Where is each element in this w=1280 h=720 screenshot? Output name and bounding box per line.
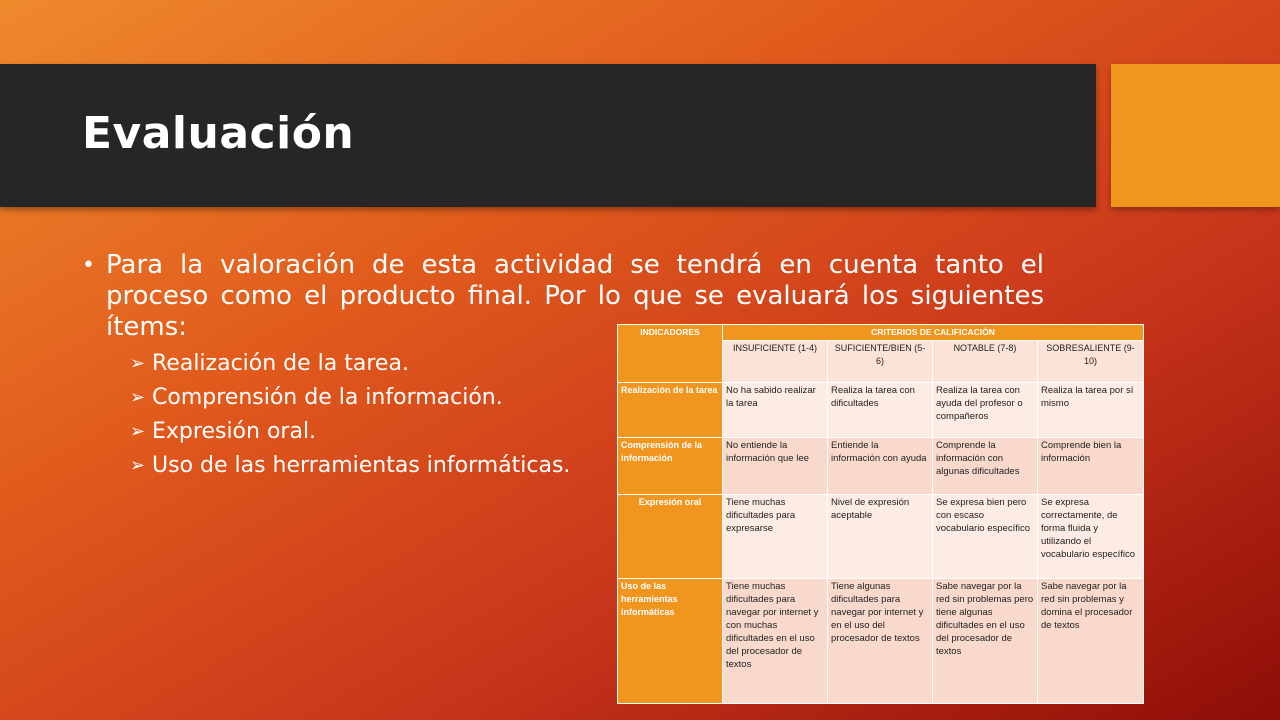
list-item-text: Realización de la tarea. bbox=[152, 351, 409, 376]
header-criteria: CRITERIOS DE CALIFICACIÓN bbox=[723, 325, 1144, 341]
table-cell: Se expresa bien pero con escaso vocabulario específico bbox=[933, 495, 1038, 579]
indicator-cell: Realización de la tarea bbox=[618, 383, 723, 438]
indicator-cell: Comprensión de la información bbox=[618, 438, 723, 495]
table-cell: Tiene algunas dificultades para navegar por internet y en el uso del procesador de textos bbox=[828, 579, 933, 704]
level-header: INSUFICIENTE (1-4) bbox=[723, 341, 828, 383]
slide-title: Evaluación bbox=[82, 108, 355, 159]
header-indicators: INDICADORES bbox=[618, 325, 723, 383]
table-cell: Comprende bien la información bbox=[1038, 438, 1144, 495]
table-cell: Nivel de expresión aceptable bbox=[828, 495, 933, 579]
table-cell: Sabe navegar por la red sin problemas pero tiene algunas dificultades en el uso del procesador de textos bbox=[933, 579, 1038, 704]
table-cell: No ha sabido realizar la tarea bbox=[723, 383, 828, 438]
list-item-text: Uso de las herramientas informáticas. bbox=[152, 453, 571, 478]
table-cell: No entiende la información que lee bbox=[723, 438, 828, 495]
indicator-cell: Uso de las herramientas informáticas bbox=[618, 579, 723, 704]
indicator-cell: Expresión oral bbox=[618, 495, 723, 579]
list-item-text: Comprensión de la información. bbox=[152, 385, 503, 410]
table-cell: Realiza la tarea por sí mismo bbox=[1038, 383, 1144, 438]
table-row bbox=[618, 383, 1144, 438]
level-header: NOTABLE (7-8) bbox=[933, 341, 1038, 383]
table-cell: Tiene muchas dificultades para navegar por internet y con muchas dificultades en el uso del procesador de textos bbox=[723, 579, 828, 704]
table-row bbox=[618, 579, 1144, 704]
list-item-text: Expresión oral. bbox=[152, 419, 317, 444]
table-row bbox=[618, 438, 1144, 495]
paragraph-text: Para la valoración de esta actividad se tendrá en cuenta tanto el proceso como el producto final. Por lo que se evaluará los siguientes ítems: bbox=[106, 250, 1044, 342]
table-cell: Se expresa correctamente, de forma fluida y utilizando el vocabulario específico bbox=[1038, 495, 1144, 579]
table-row bbox=[618, 495, 1144, 579]
table-cell: Realiza la tarea con ayuda del profesor o compañeros bbox=[933, 383, 1038, 438]
rubric-table bbox=[617, 324, 1144, 704]
table-cell: Comprende la información con algunas dificultades bbox=[933, 438, 1038, 495]
table-cell: Realiza la tarea con dificultades bbox=[828, 383, 933, 438]
table-cell: Sabe navegar por la red sin problemas y domina el procesador de textos bbox=[1038, 579, 1144, 704]
arrow-bullet-icon: ➢ bbox=[130, 387, 146, 408]
arrow-bullet-icon: ➢ bbox=[130, 455, 146, 476]
arrow-bullet-icon: ➢ bbox=[130, 421, 146, 442]
arrow-bullet-icon: ➢ bbox=[130, 353, 146, 374]
table-cell: Tiene muchas dificultades para expresarse bbox=[723, 495, 828, 579]
level-header: SOBRESALIENTE (9-10) bbox=[1038, 341, 1144, 383]
accent-box bbox=[1111, 64, 1280, 207]
table-cell: Entiende la información con ayuda bbox=[828, 438, 933, 495]
level-header: SUFICIENTE/BIEN (5-6) bbox=[828, 341, 933, 383]
bullet-dot-icon: • bbox=[82, 253, 95, 278]
